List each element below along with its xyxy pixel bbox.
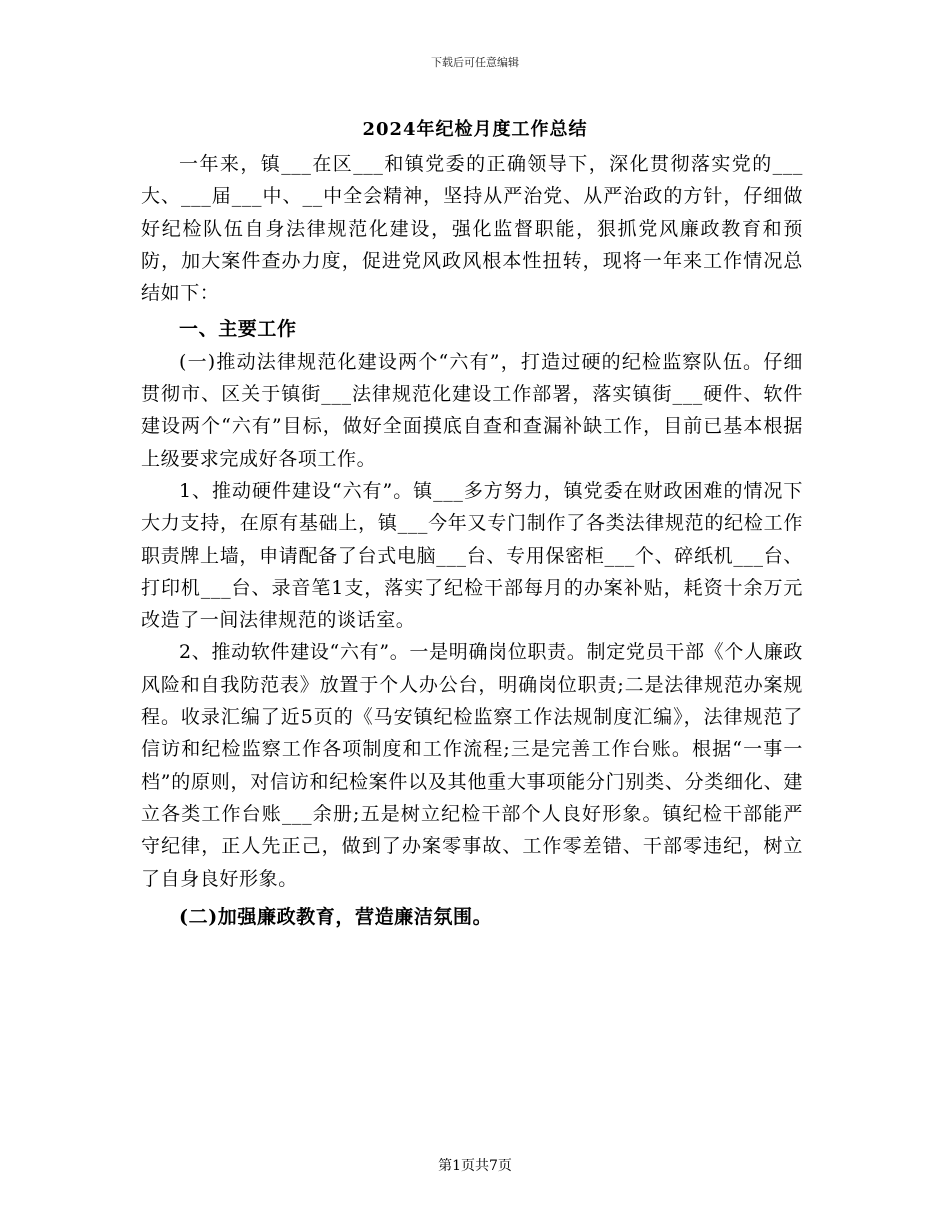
page-header-note: 下载后可任意编辑 (431, 56, 519, 69)
subsection-heading-2: (二)加强廉政教育，营造廉洁氛围。 (179, 905, 493, 928)
document-title: 2024年纪检月度工作总结 (362, 119, 588, 140)
paragraph-subsection-1: (一)推动法律规范化建设两个“六有”，打造过硬的纪检监察队伍。仔细贯彻市、区关于镇街___法律规范化建设工作部署，落实镇街___硬件、软件建设两个“六有”目标，做好全面摸底自查和查漏补缺工作，目前已基本根据上级要求完成好各项工作。 (141, 350, 803, 470)
document-body (141, 148, 803, 933)
paragraph-hardware: 1、推动硬件建设“六有”。镇___多方努力，镇党委在财政困难的情况下大力支持，在原有基础上，镇___今年又专门制作了各类法律规范的纪检工作职责牌上墙，申请配备了台式电脑___台、专用保密柜___个、碎纸机___台、打印机___台、录音笔1支，落实了纪检干部每月的办案补贴，耗资十余万元改造了一间法律规范的谈话室。 (141, 479, 803, 632)
paragraph-software: 2、推动软件建设“六有”。一是明确岗位职责。制定党员干部《个人廉政风险和自我防范表》放置于个人办公台，明确岗位职责;二是法律规范办案规程。收录汇编了近5页的《马安镇纪检监察工作法规制度汇编》，法律规范了信访和纪检监察工作各项制度和工作流程;三是完善工作台账。根据“一事一档”的原则，对信访和纪检案件以及其他重大事项能分门别类、分类细化、建立各类工作台账___余册;五是树立纪检干部个人良好形象。镇纪检干部能严守纪律，正人先正己，做到了办案零事故、工作零差错、干部零违纪，树立了自身良好形象。 (141, 641, 803, 890)
intro-paragraph: 一年来，镇___在区___和镇党委的正确领导下，深化贯彻落实党的___大、___届___中、__中全会精神，坚持从严治党、从严治政的方针，仔细做好纪检队伍自身法律规范化建设，强化监督职能，狠抓党风廉政教育和预防，加大案件查办力度，促进党风政风根本性扭转，现将一年来工作情况总结如下： (141, 153, 803, 305)
page-number-footer: 第1页共7页 (438, 1158, 512, 1174)
section-heading-main-work: 一、主要工作 (179, 318, 297, 341)
